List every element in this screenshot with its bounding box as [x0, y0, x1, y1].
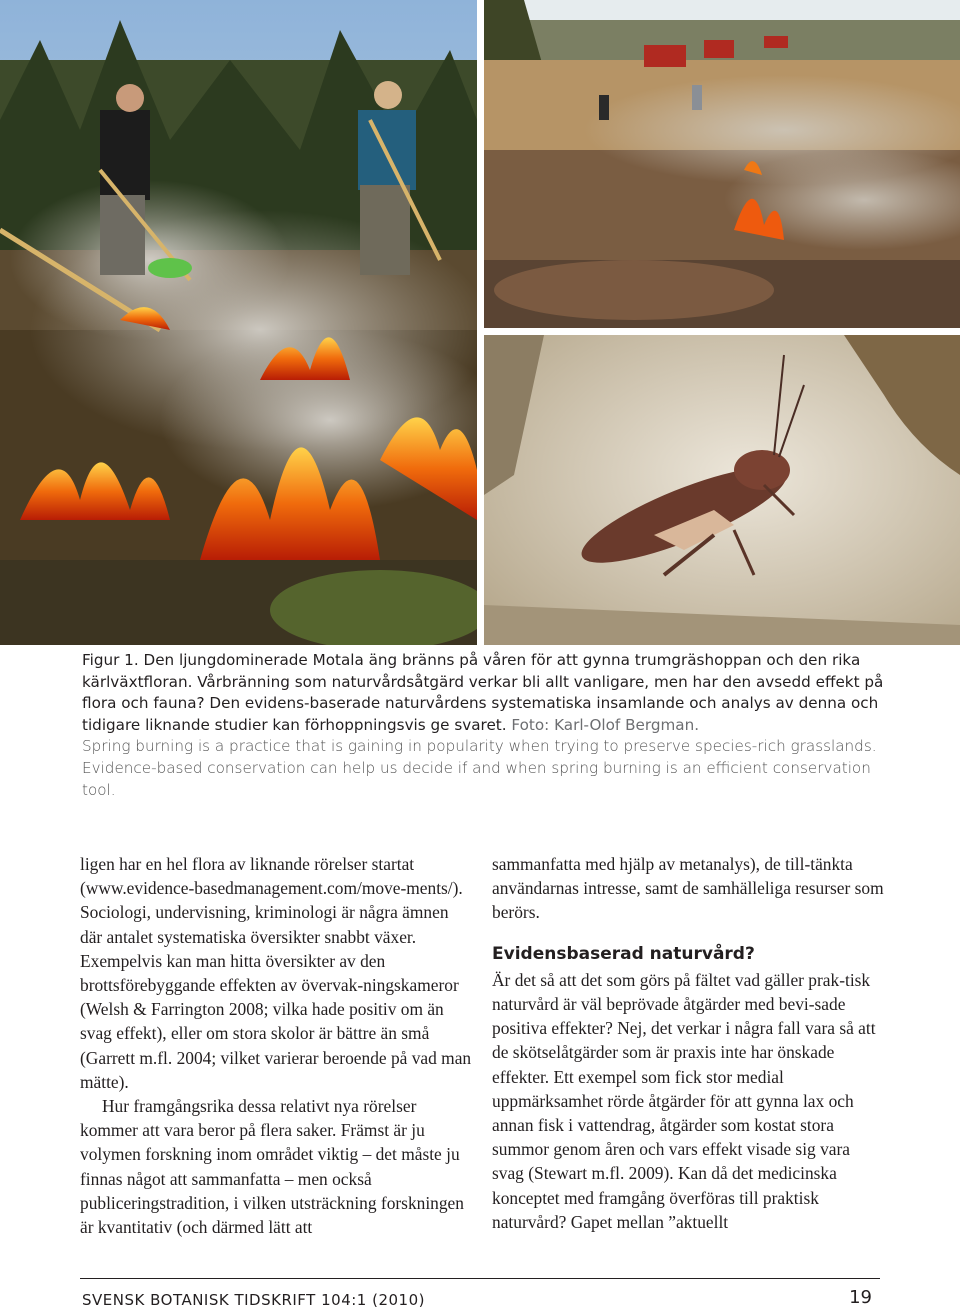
body-paragraph: Hur framgångsrika dessa relativt nya rörelser kommer att vara beror på flera saker. Främst är ju volymen forskning inom området viktig – det måste ju finnas något att sammanfatta – men också publiceringstradition, i vilken utsträckning forskningen är kvantitativ (och därmed lätt att — [80, 1096, 464, 1238]
body-column-left — [80, 852, 472, 1239]
photo-heath-burning — [0, 0, 477, 645]
photo-meadow-burning — [484, 0, 960, 328]
caption-english: Spring burning is a practice that is gaining in popularity when trying to preserve species-rich grasslands. Evidence-based conservation can help us decide if and when spring burning is an efficient conservation tool. — [82, 737, 877, 799]
body-paragraph: Är det så att det som görs på fältet vad gäller prak-tisk naturvård är väl beprövade åtgärder med bevi-sade positiva effekter? Nej, det verkar i några fall vara så att de skötselåtgärder som är praxis inte har önskade effekter. Ett exempel som fick stor medial uppmärksamhet rörde åtgärder för att gynna lax och annan fisk i vattendrag, åtgärder som kostat stora summor genom åren och vars effekt visade sig vara svag (Stewart m.fl. 2009). Kan då det medicinska konceptet med framgång överföras till praktisk naturvård? Gapet mellan ”aktuellt — [492, 969, 876, 1232]
page-number: 19 — [849, 1287, 872, 1308]
body-paragraph: ligen har en hel flora av liknande rörelser startat (www.evidence-basedmanagement.com/move-ments/). Sociologi, undervisning, kriminologi är några ämnen där antalet systematiska översikter snabbt växer. Exempelvis kan man hitta översikter av den brottsförebyggande effekten av övervak-ningskameror (Welsh & Farrington 2008; vilka hade positiv om än svag effekt), eller om stora skolor är bättre än små (Garrett m.fl. 2004; vilket varierar beroende på vad man mätte). — [80, 854, 472, 1092]
footer-rule — [80, 1278, 880, 1279]
figure-caption — [82, 650, 902, 801]
photo-grasshopper — [484, 335, 960, 645]
caption-swedish: Figur 1. Den ljungdominerade Motala äng bränns på våren för att gynna trumgräshoppan och den rika kärlväxtfloran. Vårbränning som naturvårdsåtgärd verkar bli allt vanligare, men har den avsedd effekt på flora och fauna? Den evidens-baserade naturvårdens systematiska insamlande och analys av denna och tidigare liknande studier kan förhoppningsvis ge svaret. — [82, 651, 884, 734]
body-column-right — [492, 852, 884, 1234]
body-paragraph: sammanfatta med hjälp av metanalys), de till-tänkta användarnas intresse, samt de samhälleliga resurser som berörs. — [492, 854, 884, 923]
footer-journal-name: SVENSK BOTANISK TIDSKRIFT 104:1 (2010) — [82, 1291, 425, 1309]
section-heading: Evidensbaserad naturvård? — [492, 943, 755, 964]
caption-photo-credit: Foto: Karl-Olof Bergman. — [511, 715, 700, 734]
